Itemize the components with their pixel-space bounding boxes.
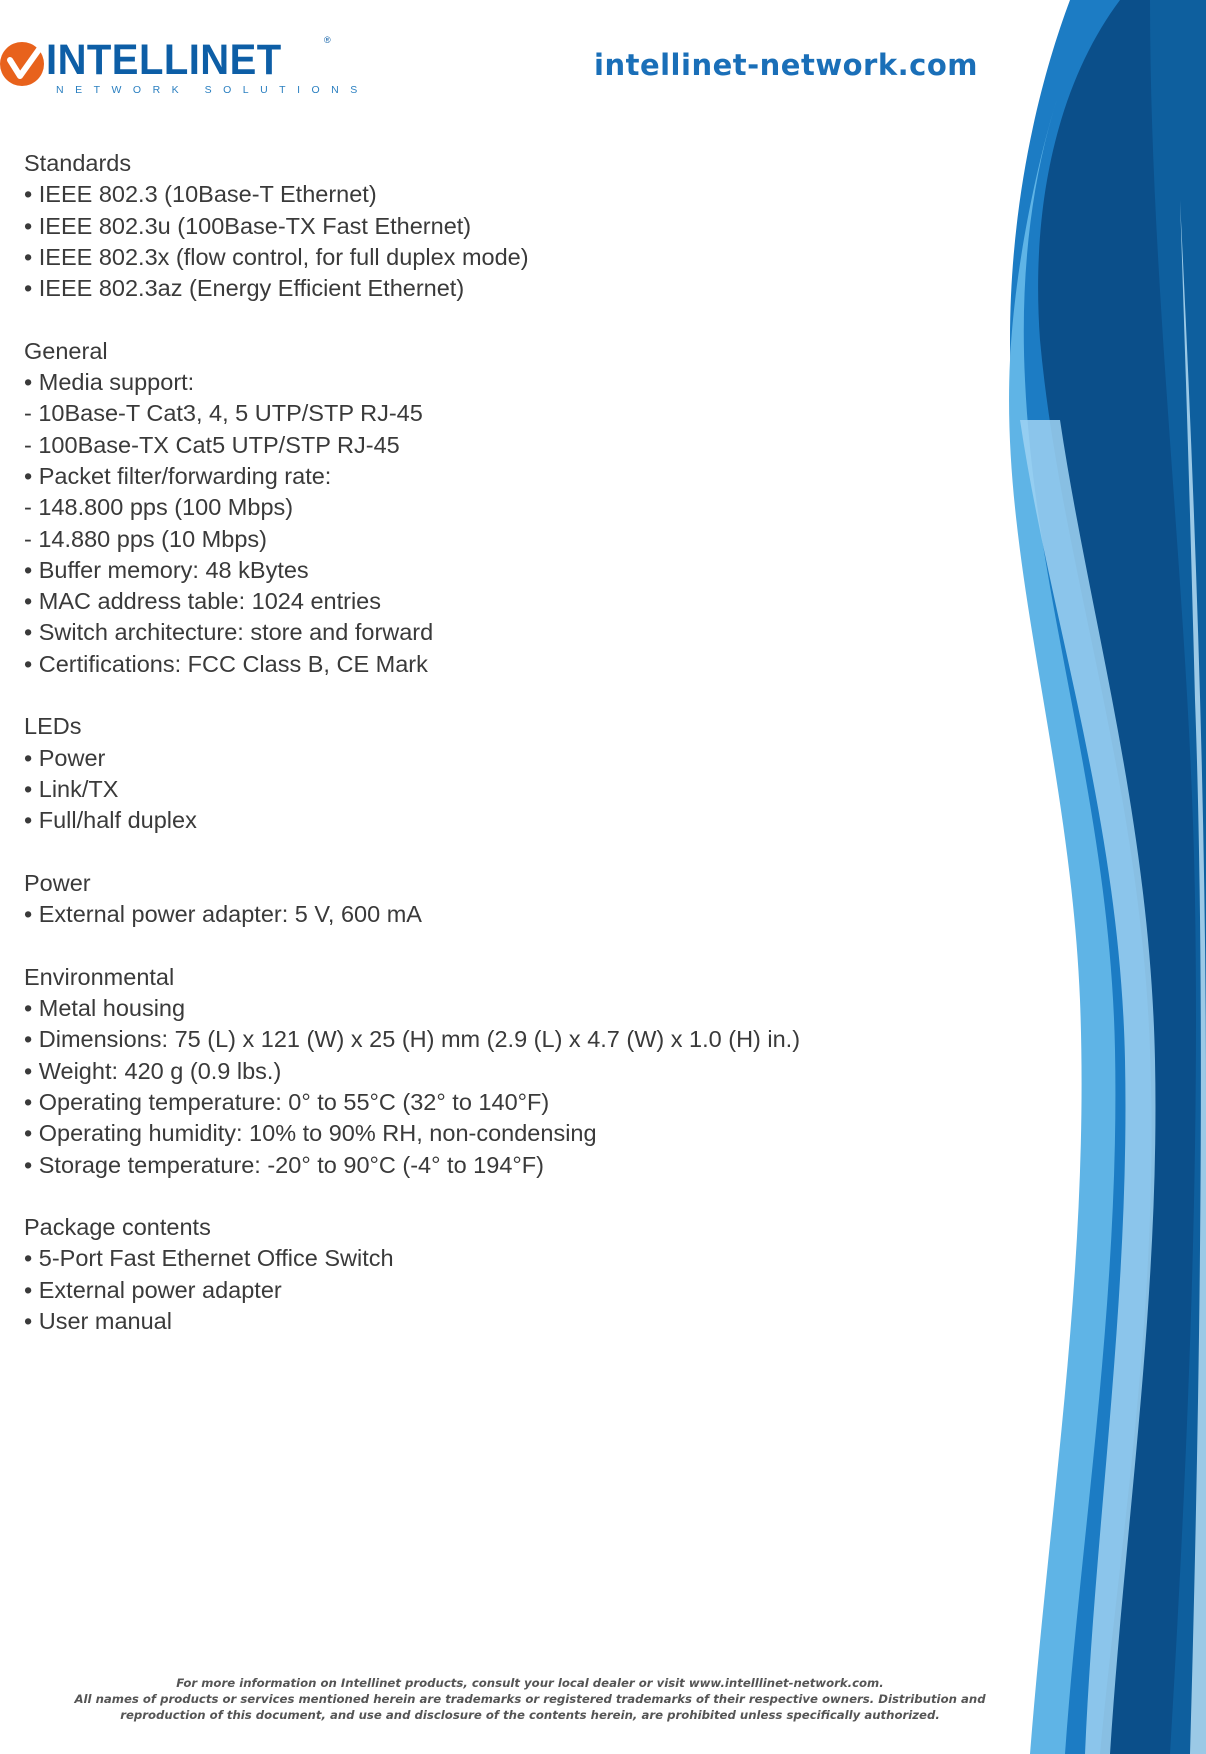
section-power bbox=[24, 868, 884, 931]
spec-line: - 10Base-T Cat3, 4, 5 UTP/STP RJ-45 bbox=[24, 400, 423, 427]
spec-line: • IEEE 802.3az (Energy Efficient Ethernet) bbox=[24, 275, 465, 302]
spec-line: - 100Base-TX Cat5 UTP/STP RJ-45 bbox=[24, 431, 400, 458]
footer-line: reproduction of this document, and use and disclosure of the contents herein, are prohibited unless specifically authorized. bbox=[120, 1707, 940, 1722]
spec-line: • Storage temperature: -20° to 90°C (-4° to 194°F) bbox=[24, 1151, 544, 1178]
spec-line: • Packet filter/forwarding rate: bbox=[24, 462, 332, 489]
section-title: LEDs bbox=[24, 713, 82, 740]
section-leds bbox=[24, 711, 884, 836]
spec-line: • Operating humidity: 10% to 90% RH, non-condensing bbox=[24, 1120, 597, 1147]
section-environmental bbox=[24, 962, 884, 1181]
section-package-contents bbox=[24, 1212, 884, 1337]
spec-line: • Operating temperature: 0° to 55°C (32° to 140°F) bbox=[24, 1088, 550, 1115]
footer-line: For more information on Intellinet products, consult your local dealer or visit www.intelllinet-network.com. bbox=[176, 1676, 884, 1690]
spec-line: • User manual bbox=[24, 1307, 172, 1334]
section-standards bbox=[24, 148, 884, 304]
spec-line: • Link/TX bbox=[24, 775, 119, 802]
spec-line: • Buffer memory: 48 kBytes bbox=[24, 556, 309, 583]
footer-line: All names of products or services mentioned herein are trademarks or registered trademarks of their respective owners. Distribution and bbox=[74, 1691, 986, 1706]
spec-line: • 5-Port Fast Ethernet Office Switch bbox=[24, 1245, 394, 1272]
spec-line: - 14.880 pps (10 Mbps) bbox=[24, 525, 267, 552]
logo-tagline: NETWORK SOLUTIONS bbox=[56, 84, 369, 96]
section-title: Standards bbox=[24, 150, 132, 176]
spec-line: • Weight: 420 g (0.9 lbs.) bbox=[24, 1057, 282, 1084]
section-title: General bbox=[24, 337, 108, 364]
spec-line: • External power adapter: 5 V, 600 mA bbox=[24, 901, 422, 928]
spec-line: • Switch architecture: store and forward bbox=[24, 619, 434, 646]
spec-line: • External power adapter bbox=[24, 1276, 282, 1303]
footer-disclaimer bbox=[20, 1676, 1040, 1723]
spec-line: • Full/half duplex bbox=[24, 807, 197, 834]
spec-line: • Media support: bbox=[24, 369, 195, 396]
spec-line: • Power bbox=[24, 744, 106, 771]
logo-wordmark: INTELLINET bbox=[46, 36, 282, 84]
spec-content bbox=[24, 148, 884, 1369]
spec-line: • IEEE 802.3 (10Base-T Ethernet) bbox=[24, 181, 377, 208]
registered-mark: ® bbox=[324, 35, 331, 45]
section-title: Package contents bbox=[24, 1214, 211, 1241]
section-title: Power bbox=[24, 869, 91, 896]
spec-line: • Metal housing bbox=[24, 995, 186, 1022]
section-title: Environmental bbox=[24, 963, 175, 990]
section-general bbox=[24, 336, 884, 680]
website-url[interactable]: intellinet-network.com bbox=[594, 48, 978, 82]
spec-line: • MAC address table: 1024 entries bbox=[24, 588, 381, 615]
spec-line: • IEEE 802.3u (100Base-TX Fast Ethernet) bbox=[24, 212, 472, 239]
spec-line: - 148.800 pps (100 Mbps) bbox=[24, 494, 294, 521]
spec-line: • IEEE 802.3x (flow control, for full duplex mode) bbox=[24, 243, 529, 270]
spec-line: • Dimensions: 75 (L) x 121 (W) x 25 (H) mm (2.9 (L) x 4.7 (W) x 1.0 (H) in.) bbox=[24, 1026, 801, 1053]
spec-line: • Certifications: FCC Class B, CE Mark bbox=[24, 650, 428, 677]
